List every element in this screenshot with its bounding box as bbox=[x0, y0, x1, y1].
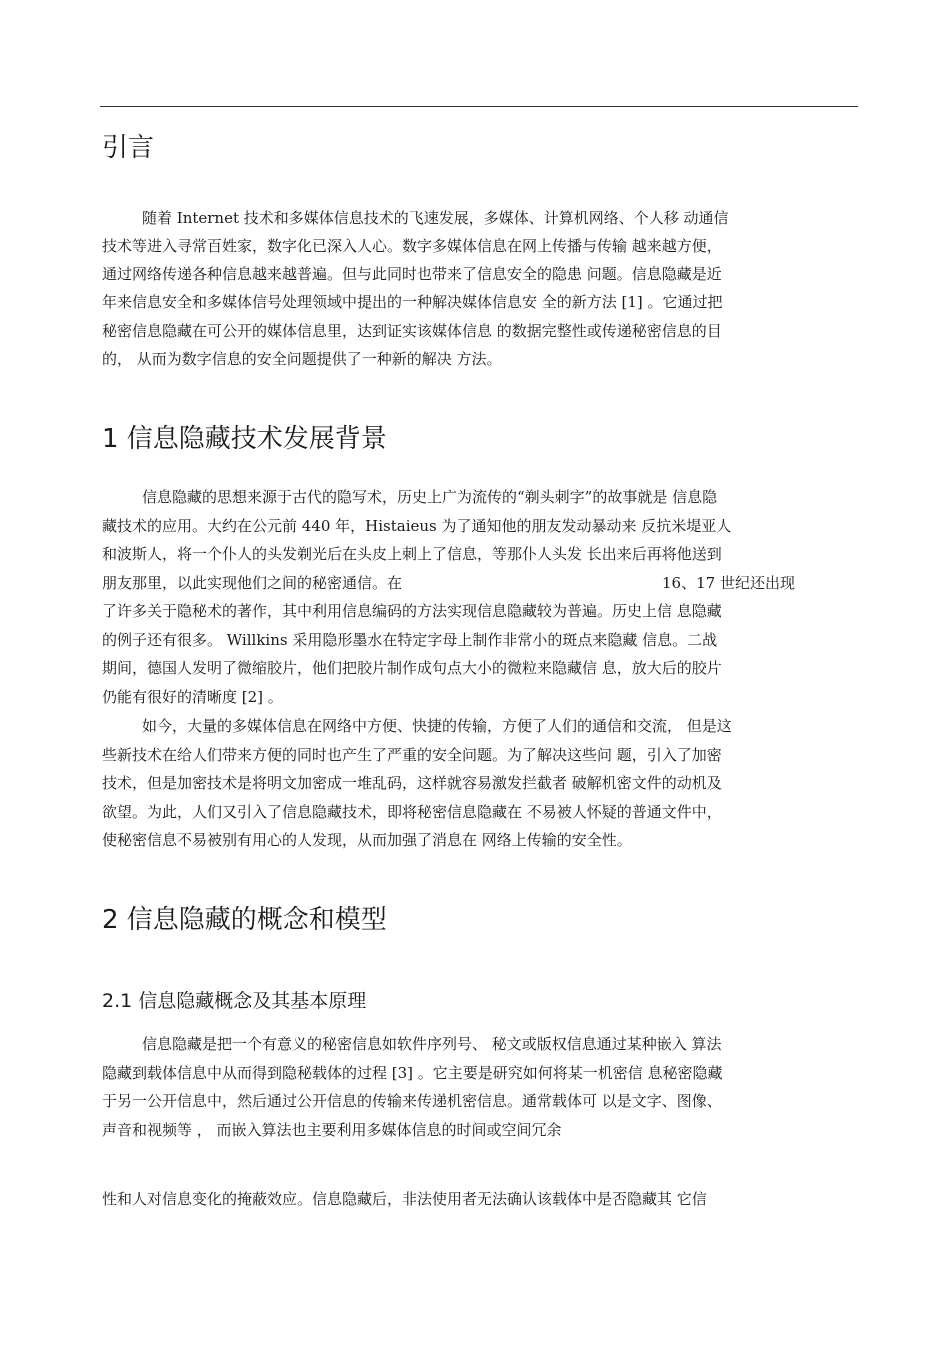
paragraph-line: 信息隐藏的思想来源于古代的隐写术，历史上广为流传的“剃头刺字”的故事就是 信息隐 bbox=[142, 488, 718, 506]
paragraph-line: 朋友那里，以此实现他们之间的秘密通信。在 bbox=[102, 574, 403, 592]
paragraph-line: 秘密信息隐藏在可公开的媒体信息里，达到证实该媒体信息 的数据完整性或传递秘密信息的目 bbox=[102, 322, 722, 340]
intro-heading: 引言 bbox=[102, 133, 155, 163]
paragraph-line: 期间，德国人发明了微缩胶片，他们把胶片制作成句点大小的微粒来隐藏信 息，放大后的胶片 bbox=[102, 659, 722, 677]
paragraph-line: 仍能有很好的清晰度 [2] 。 bbox=[102, 688, 283, 706]
top-rule bbox=[100, 106, 858, 107]
paragraph-line: 藏技术的应用。大约在公元前 440 年，Histaieus 为了通知他的朋友发动暴动来 反抗米堤亚人 bbox=[102, 517, 732, 535]
paragraph-line: 于另一公开信息中，然后通过公开信息的传输来传递机密信息。通常载体可 以是文字、图像、 bbox=[102, 1092, 722, 1110]
paragraph-line: 和波斯人，将一个仆人的头发剃光后在头皮上刺上了信息，等那仆人头发 长出来后再将他送到 bbox=[102, 545, 722, 563]
paragraph-line: 如今，大量的多媒体信息在网络中方便、快捷的传输，方便了人们的通信和交流， 但是这 bbox=[142, 717, 732, 735]
subsection-2-1-heading: 2.1 信息隐藏概念及其基本原理 bbox=[102, 990, 367, 1012]
paragraph-line: 年来信息安全和多媒体信号处理领域中提出的一种解决媒体信息安 全的新方法 [1] 。它通过把 bbox=[102, 293, 723, 311]
paragraph-line: 声音和视频等 ， 而嵌入算法也主要利用多媒体信息的时间或空间冗余 bbox=[102, 1121, 562, 1139]
section1-heading: 1 信息隐藏技术发展背景 bbox=[102, 424, 387, 454]
paragraph-line: 使秘密信息不易被别有用心的人发现，从而加强了消息在 网络上传输的安全性。 bbox=[102, 831, 632, 849]
paragraph-line: 性和人对信息变化的掩蔽效应。信息隐藏后，非法使用者无法确认该载体中是否隐藏其 它信 bbox=[102, 1190, 707, 1208]
paragraph-line: 的例子还有很多。 Willkins 采用隐形墨水在特定字母上制作非常小的斑点来隐藏 信息。二战 bbox=[102, 631, 718, 649]
paragraph-line: 通过网络传递各种信息越来越普遍。但与此同时也带来了信息安全的隐患 问题。信息隐藏是近 bbox=[102, 265, 722, 283]
paragraph-line: 技术等进入寻常百姓家，数字化已深入人心。数字多媒体信息在网上传播与传输 越来越方便， bbox=[102, 237, 722, 255]
paragraph-line: 了许多关于隐秘术的著作，其中利用信息编码的方法实现信息隐藏较为普遍。历史上信 息隐藏 bbox=[102, 602, 722, 620]
paragraph-line: 些新技术在给人们带来方便的同时也产生了严重的安全问题。为了解决这些问 题，引入了加密 bbox=[102, 746, 722, 764]
paragraph-line: 随着 Internet 技术和多媒体信息技术的飞速发展，多媒体、计算机网络、个人移 动通信 bbox=[142, 209, 729, 227]
paragraph-line: 信息隐藏是把一个有意义的秘密信息如软件序列号、 秘文或版权信息通过某种嵌入 算法 bbox=[142, 1035, 722, 1053]
paragraph-line: 技术，但是加密技术是将明文加密成一堆乱码，这样就容易激发拦截者 破解机密文件的动机及 bbox=[102, 774, 722, 792]
paragraph-line: 隐藏到载体信息中从而得到隐秘载体的过程 [3] 。它主要是研究如何将某一机密信 息秘密隐藏 bbox=[102, 1064, 723, 1082]
section2-heading: 2 信息隐藏的概念和模型 bbox=[102, 905, 387, 935]
paragraph-line: 欲望。为此，人们又引入了信息隐藏技术，即将秘密信息隐藏在 不易被人怀疑的普通文件中， bbox=[102, 803, 722, 821]
paragraph-line: 的， 从而为数字信息的安全问题提供了一种新的解决 方法。 bbox=[102, 350, 502, 368]
paragraph-line: 16、17 世纪还出现 bbox=[662, 574, 795, 592]
